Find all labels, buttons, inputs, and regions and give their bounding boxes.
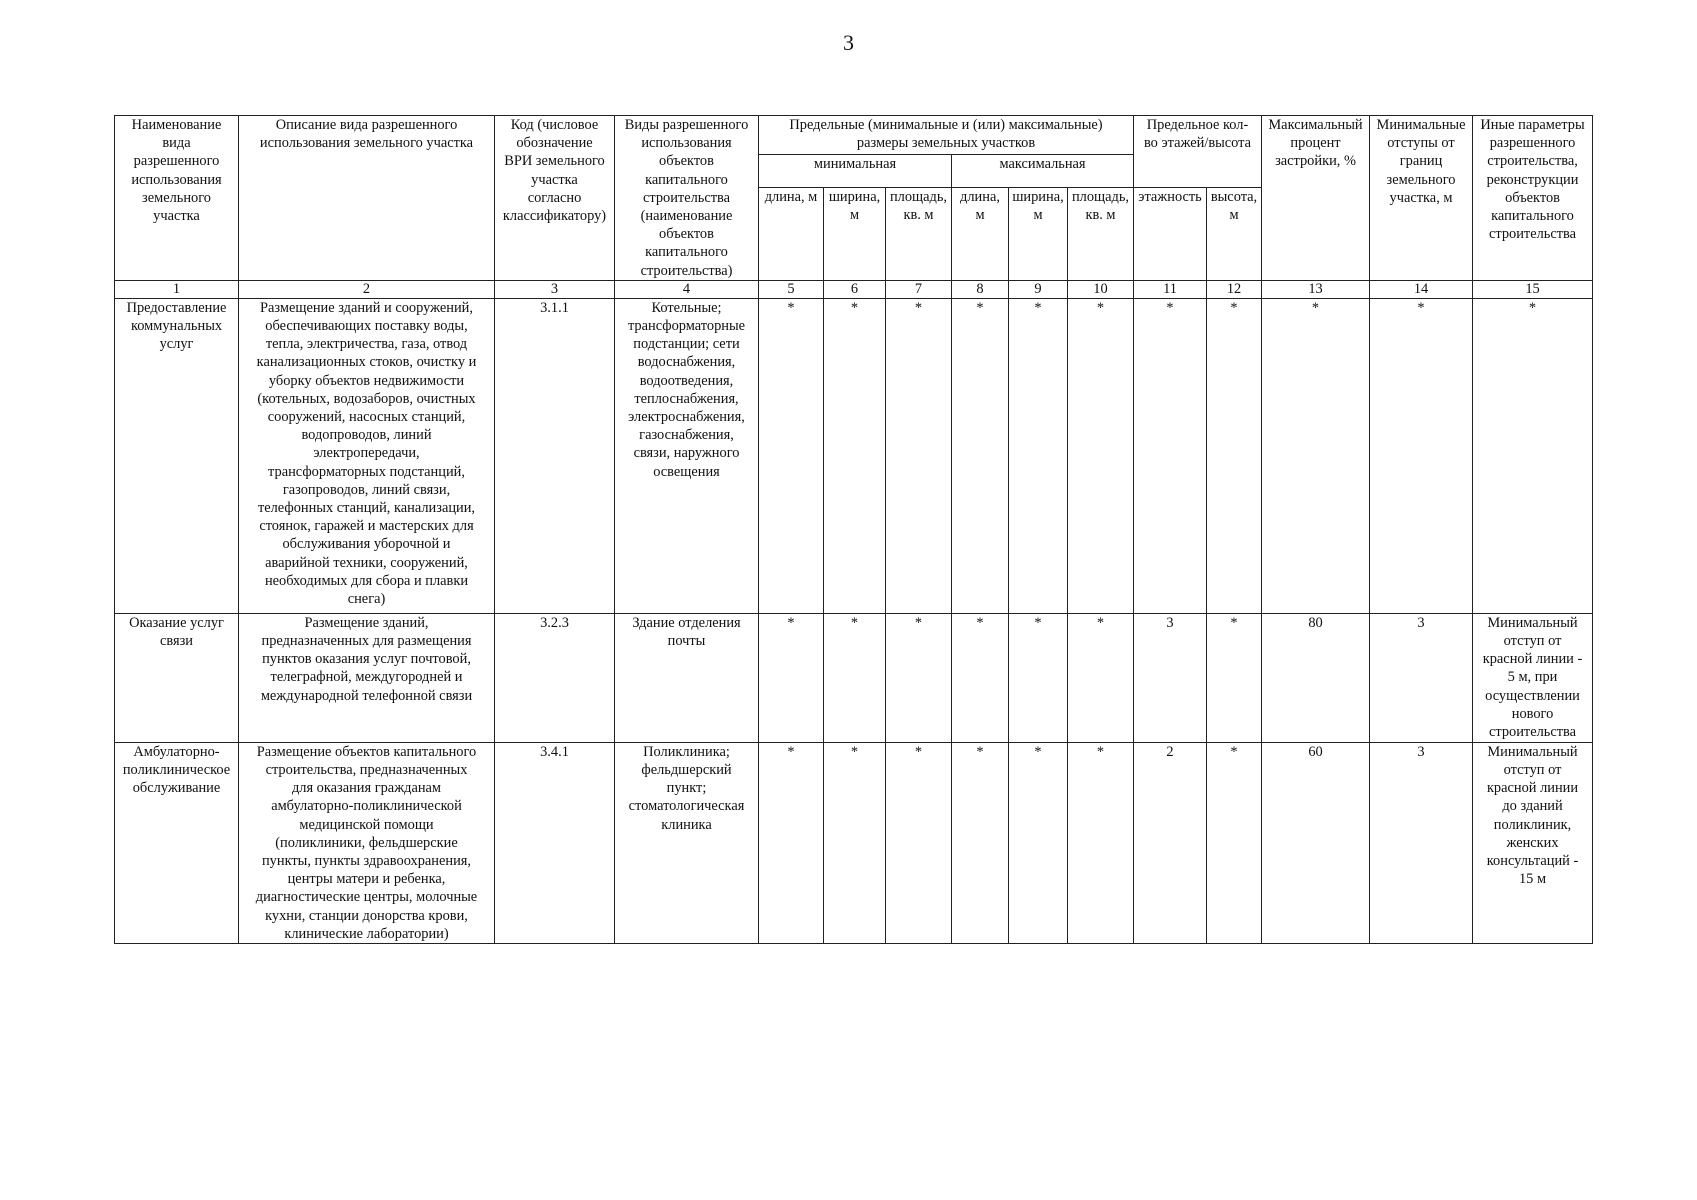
header-description: Описание вида разрешенного использования земельного участка (239, 116, 495, 281)
column-number: 2 (239, 280, 495, 298)
cell-other-params: * (1473, 298, 1593, 613)
cell-min-area: * (886, 742, 952, 943)
cell-min-area: * (886, 298, 952, 613)
column-number: 8 (952, 280, 1009, 298)
cell-max-area: * (1068, 298, 1134, 613)
cell-max-length: * (952, 613, 1009, 742)
header-floors-group: Предельное кол- во этажей/высота (1134, 116, 1262, 188)
column-number: 12 (1207, 280, 1262, 298)
cell-min-length: * (759, 298, 824, 613)
header-code: Код (числовое обозначение ВРИ земельного участка согласно классификатору) (495, 116, 615, 281)
column-number: 13 (1262, 280, 1370, 298)
cell-min-length: * (759, 742, 824, 943)
cell-floors: 3 (1134, 613, 1207, 742)
header-limits: Предельные (минимальные и (или) максимальные) размеры земельных участков (759, 116, 1134, 155)
cell-max-area: * (1068, 742, 1134, 943)
column-number: 14 (1370, 280, 1473, 298)
header-min-width: ширина, м (824, 187, 886, 280)
cell-max-length: * (952, 742, 1009, 943)
header-max-width: ширина, м (1009, 187, 1068, 280)
header-min-area: площадь, кв. м (886, 187, 952, 280)
header-min-setback: Минимальные отступы от границ земельного участка, м (1370, 116, 1473, 281)
column-number: 6 (824, 280, 886, 298)
cell-min-width: * (824, 742, 886, 943)
row-description: Размещение объектов капитального строительства, предназначенных для оказания гражданам амбулаторно-поликлинической медицинской помощи (поликлиники, фельдшерские пункты, пункты здравоохранения, центры матери и ребенка, диагностические центры, молочные кухни, станции донорства крови, клинические лаборатории) (239, 742, 495, 943)
cell-max-percent: 80 (1262, 613, 1370, 742)
row-name: Оказание услуг связи (115, 613, 239, 742)
row-name: Амбулаторно- поликлиническое обслуживание (115, 742, 239, 943)
cell-floors: 2 (1134, 742, 1207, 943)
cell-min-setback: 3 (1370, 742, 1473, 943)
header-min: минимальная (759, 155, 952, 187)
column-number: 1 (115, 280, 239, 298)
header-other-params: Иные параметры разрешенного строительства, реконструкции объектов капитального строительства (1473, 116, 1593, 281)
cell-max-percent: * (1262, 298, 1370, 613)
row-description: Размещение зданий и сооружений, обеспечивающих поставку воды, тепла, электричества, газа, отвод канализационных стоков, очистку и уборку объектов недвижимости (котельных, водозаборов, очистных сооружений, насосных станций, водопроводов, линий электропередачи, трансформаторных подстанций, газопроводов, линий связи, телефонных станций, канализации, стоянок, гаражей и мастерских для обслуживания уборочной и аварийной техники, сооружений, необходимых для сбора и плавки снега) (239, 298, 495, 613)
cell-max-width: * (1009, 298, 1068, 613)
column-number: 15 (1473, 280, 1593, 298)
column-number: 11 (1134, 280, 1207, 298)
cell-max-area: * (1068, 613, 1134, 742)
cell-max-percent: 60 (1262, 742, 1370, 943)
header-min-length: длина, м (759, 187, 824, 280)
cell-other-params: Минимальный отступ от красной линии - 5 м, при осуществлении нового строительства (1473, 613, 1593, 742)
cell-min-width: * (824, 613, 886, 742)
row-code: 3.1.1 (495, 298, 615, 613)
row-description: Размещение зданий, предназначенных для размещения пунктов оказания услуг почтовой, телеграфной, междугородней и международной телефонной связи (239, 613, 495, 742)
column-number: 10 (1068, 280, 1134, 298)
column-number: 7 (886, 280, 952, 298)
table-row (115, 742, 1593, 943)
row-kinds: Котельные; трансформаторные подстанции; сети водоснабжения, водоотведения, теплоснабжения, электроснабжения, газоснабжения, связи, наружного освещения (615, 298, 759, 613)
header-kinds: Виды разрешенного использования объектов капитального строительства (наименование объектов капитального строительства) (615, 116, 759, 281)
cell-min-width: * (824, 298, 886, 613)
row-name: Предоставление коммунальных услуг (115, 298, 239, 613)
row-kinds: Поликлиника; фельдшерский пункт; стоматологическая клиника (615, 742, 759, 943)
page-number: 3 (843, 30, 854, 55)
land-use-table (114, 115, 1593, 944)
column-number: 5 (759, 280, 824, 298)
cell-height: * (1207, 613, 1262, 742)
table-row (115, 613, 1593, 742)
header-max-area: площадь, кв. м (1068, 187, 1134, 280)
header-name: Наименование вида разрешенного использования земельного участка (115, 116, 239, 281)
header-max-percent: Максимальный процент застройки, % (1262, 116, 1370, 281)
cell-max-width: * (1009, 742, 1068, 943)
cell-height: * (1207, 742, 1262, 943)
cell-min-length: * (759, 613, 824, 742)
header-max: максимальная (952, 155, 1134, 187)
header-height: высота, м (1207, 187, 1262, 280)
column-number-row (115, 280, 1593, 298)
row-kinds: Здание отделения почты (615, 613, 759, 742)
cell-max-width: * (1009, 613, 1068, 742)
cell-min-setback: * (1370, 298, 1473, 613)
cell-height: * (1207, 298, 1262, 613)
cell-min-area: * (886, 613, 952, 742)
table-row (115, 298, 1593, 613)
cell-max-length: * (952, 298, 1009, 613)
column-number: 3 (495, 280, 615, 298)
header-row-1 (115, 116, 1593, 155)
column-number: 9 (1009, 280, 1068, 298)
column-number: 4 (615, 280, 759, 298)
cell-floors: * (1134, 298, 1207, 613)
header-floors: этажность (1134, 187, 1207, 280)
row-code: 3.2.3 (495, 613, 615, 742)
row-code: 3.4.1 (495, 742, 615, 943)
cell-other-params: Минимальный отступ от красной линии до зданий поликлиник, женских консультаций - 15 м (1473, 742, 1593, 943)
cell-min-setback: 3 (1370, 613, 1473, 742)
header-max-length: длина, м (952, 187, 1009, 280)
